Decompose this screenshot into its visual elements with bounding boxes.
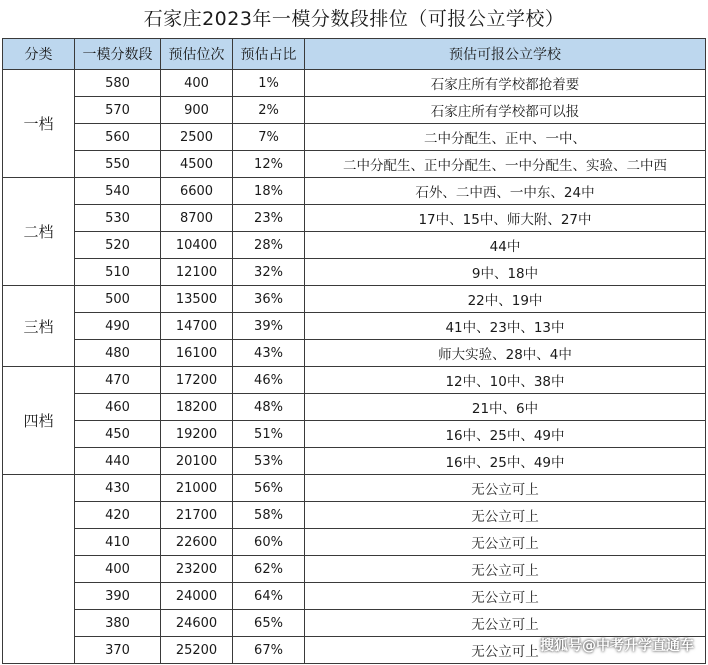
score-cell: 480 bbox=[75, 340, 161, 367]
table-row bbox=[3, 475, 706, 502]
rank-cell: 12100 bbox=[161, 259, 233, 286]
rank-cell: 8700 bbox=[161, 205, 233, 232]
schools-cell: 16中、25中、49中 bbox=[305, 421, 706, 448]
rank-cell: 6600 bbox=[161, 178, 233, 205]
table-row bbox=[3, 529, 706, 556]
schools-cell: 无公立可上 bbox=[305, 637, 706, 664]
header-eligible-schools: 预估可报公立学校 bbox=[305, 39, 706, 70]
schools-cell: 17中、15中、师大附、27中 bbox=[305, 205, 706, 232]
score-cell: 400 bbox=[75, 556, 161, 583]
score-cell: 530 bbox=[75, 205, 161, 232]
schools-cell: 无公立可上 bbox=[305, 556, 706, 583]
schools-cell: 二中分配生、正中、一中、 bbox=[305, 124, 706, 151]
table-row bbox=[3, 448, 706, 475]
schools-cell: 22中、19中 bbox=[305, 286, 706, 313]
schools-cell: 石家庄所有学校都抢着要 bbox=[305, 70, 706, 97]
table-row bbox=[3, 340, 706, 367]
table-row bbox=[3, 583, 706, 610]
percent-cell: 1% bbox=[233, 70, 305, 97]
percent-cell: 32% bbox=[233, 259, 305, 286]
schools-cell: 无公立可上 bbox=[305, 610, 706, 637]
percent-cell: 36% bbox=[233, 286, 305, 313]
schools-cell: 9中、18中 bbox=[305, 259, 706, 286]
rank-cell: 4500 bbox=[161, 151, 233, 178]
percent-cell: 39% bbox=[233, 313, 305, 340]
schools-cell: 41中、23中、13中 bbox=[305, 313, 706, 340]
percent-cell: 58% bbox=[233, 502, 305, 529]
schools-cell: 12中、10中、38中 bbox=[305, 367, 706, 394]
percent-cell: 64% bbox=[233, 583, 305, 610]
table-row bbox=[3, 502, 706, 529]
header-estimated-percent: 预估占比 bbox=[233, 39, 305, 70]
table-row bbox=[3, 610, 706, 637]
score-cell: 450 bbox=[75, 421, 161, 448]
schools-cell: 无公立可上 bbox=[305, 502, 706, 529]
rank-cell: 21700 bbox=[161, 502, 233, 529]
schools-cell: 无公立可上 bbox=[305, 475, 706, 502]
percent-cell: 7% bbox=[233, 124, 305, 151]
score-cell: 540 bbox=[75, 178, 161, 205]
schools-cell: 石外、二中西、一中东、24中 bbox=[305, 178, 706, 205]
rank-cell: 13500 bbox=[161, 286, 233, 313]
table-row bbox=[3, 151, 706, 178]
percent-cell: 56% bbox=[233, 475, 305, 502]
score-cell: 470 bbox=[75, 367, 161, 394]
percent-cell: 23% bbox=[233, 205, 305, 232]
rank-cell: 17200 bbox=[161, 367, 233, 394]
score-cell: 370 bbox=[75, 637, 161, 664]
percent-cell: 28% bbox=[233, 232, 305, 259]
schools-cell: 44中 bbox=[305, 232, 706, 259]
score-cell: 390 bbox=[75, 583, 161, 610]
rank-cell: 25200 bbox=[161, 637, 233, 664]
table-row bbox=[3, 286, 706, 313]
table-title: 石家庄2023年一模分数段排位（可报公立学校） bbox=[143, 8, 565, 30]
rank-cell: 10400 bbox=[161, 232, 233, 259]
watermark: 搜狐号@中考升学直通车 bbox=[540, 638, 694, 654]
score-cell: 550 bbox=[75, 151, 161, 178]
percent-cell: 18% bbox=[233, 178, 305, 205]
rank-cell: 24000 bbox=[161, 583, 233, 610]
table-row bbox=[3, 97, 706, 124]
percent-cell: 67% bbox=[233, 637, 305, 664]
percent-cell: 46% bbox=[233, 367, 305, 394]
percent-cell: 51% bbox=[233, 421, 305, 448]
schools-cell: 无公立可上 bbox=[305, 529, 706, 556]
rank-cell: 22600 bbox=[161, 529, 233, 556]
rank-cell: 2500 bbox=[161, 124, 233, 151]
score-cell: 510 bbox=[75, 259, 161, 286]
table-row bbox=[3, 259, 706, 286]
header-estimated-rank: 预估位次 bbox=[161, 39, 233, 70]
table-row bbox=[3, 394, 706, 421]
tier-cell: 四档 bbox=[3, 367, 75, 475]
score-cell: 490 bbox=[75, 313, 161, 340]
score-cell: 580 bbox=[75, 70, 161, 97]
rank-cell: 21000 bbox=[161, 475, 233, 502]
table-row bbox=[3, 124, 706, 151]
table-row bbox=[3, 232, 706, 259]
percent-cell: 2% bbox=[233, 97, 305, 124]
score-cell: 440 bbox=[75, 448, 161, 475]
table-row bbox=[3, 178, 706, 205]
percent-cell: 62% bbox=[233, 556, 305, 583]
rank-cell: 20100 bbox=[161, 448, 233, 475]
rank-cell: 400 bbox=[161, 70, 233, 97]
score-cell: 410 bbox=[75, 529, 161, 556]
schools-cell: 无公立可上 bbox=[305, 583, 706, 610]
percent-cell: 53% bbox=[233, 448, 305, 475]
score-cell: 380 bbox=[75, 610, 161, 637]
score-rank-table bbox=[2, 38, 706, 664]
rank-cell: 23200 bbox=[161, 556, 233, 583]
score-cell: 570 bbox=[75, 97, 161, 124]
table-row bbox=[3, 421, 706, 448]
schools-cell: 石家庄所有学校都可以报 bbox=[305, 97, 706, 124]
table-body bbox=[3, 70, 706, 664]
score-cell: 430 bbox=[75, 475, 161, 502]
rank-cell: 900 bbox=[161, 97, 233, 124]
schools-cell: 16中、25中、49中 bbox=[305, 448, 706, 475]
table-row bbox=[3, 205, 706, 232]
header-row bbox=[3, 39, 706, 70]
table-row bbox=[3, 556, 706, 583]
rank-cell: 14700 bbox=[161, 313, 233, 340]
tier-cell: 二档 bbox=[3, 178, 75, 286]
percent-cell: 48% bbox=[233, 394, 305, 421]
score-cell: 560 bbox=[75, 124, 161, 151]
rank-cell: 19200 bbox=[161, 421, 233, 448]
rank-cell: 16100 bbox=[161, 340, 233, 367]
schools-cell: 师大实验、28中、4中 bbox=[305, 340, 706, 367]
score-cell: 460 bbox=[75, 394, 161, 421]
header-score-range: 一模分数段 bbox=[75, 39, 161, 70]
table-row bbox=[3, 367, 706, 394]
score-cell: 500 bbox=[75, 286, 161, 313]
percent-cell: 60% bbox=[233, 529, 305, 556]
percent-cell: 43% bbox=[233, 340, 305, 367]
rank-cell: 24600 bbox=[161, 610, 233, 637]
table-row bbox=[3, 70, 706, 97]
percent-cell: 65% bbox=[233, 610, 305, 637]
schools-cell: 21中、6中 bbox=[305, 394, 706, 421]
score-cell: 420 bbox=[75, 502, 161, 529]
schools-cell: 二中分配生、正中分配生、一中分配生、实验、二中西 bbox=[305, 151, 706, 178]
table-row bbox=[3, 313, 706, 340]
percent-cell: 12% bbox=[233, 151, 305, 178]
tier-cell: 一档 bbox=[3, 70, 75, 178]
header-category: 分类 bbox=[3, 39, 75, 70]
tier-cell bbox=[3, 475, 75, 664]
score-cell: 520 bbox=[75, 232, 161, 259]
rank-cell: 18200 bbox=[161, 394, 233, 421]
tier-cell: 三档 bbox=[3, 286, 75, 367]
